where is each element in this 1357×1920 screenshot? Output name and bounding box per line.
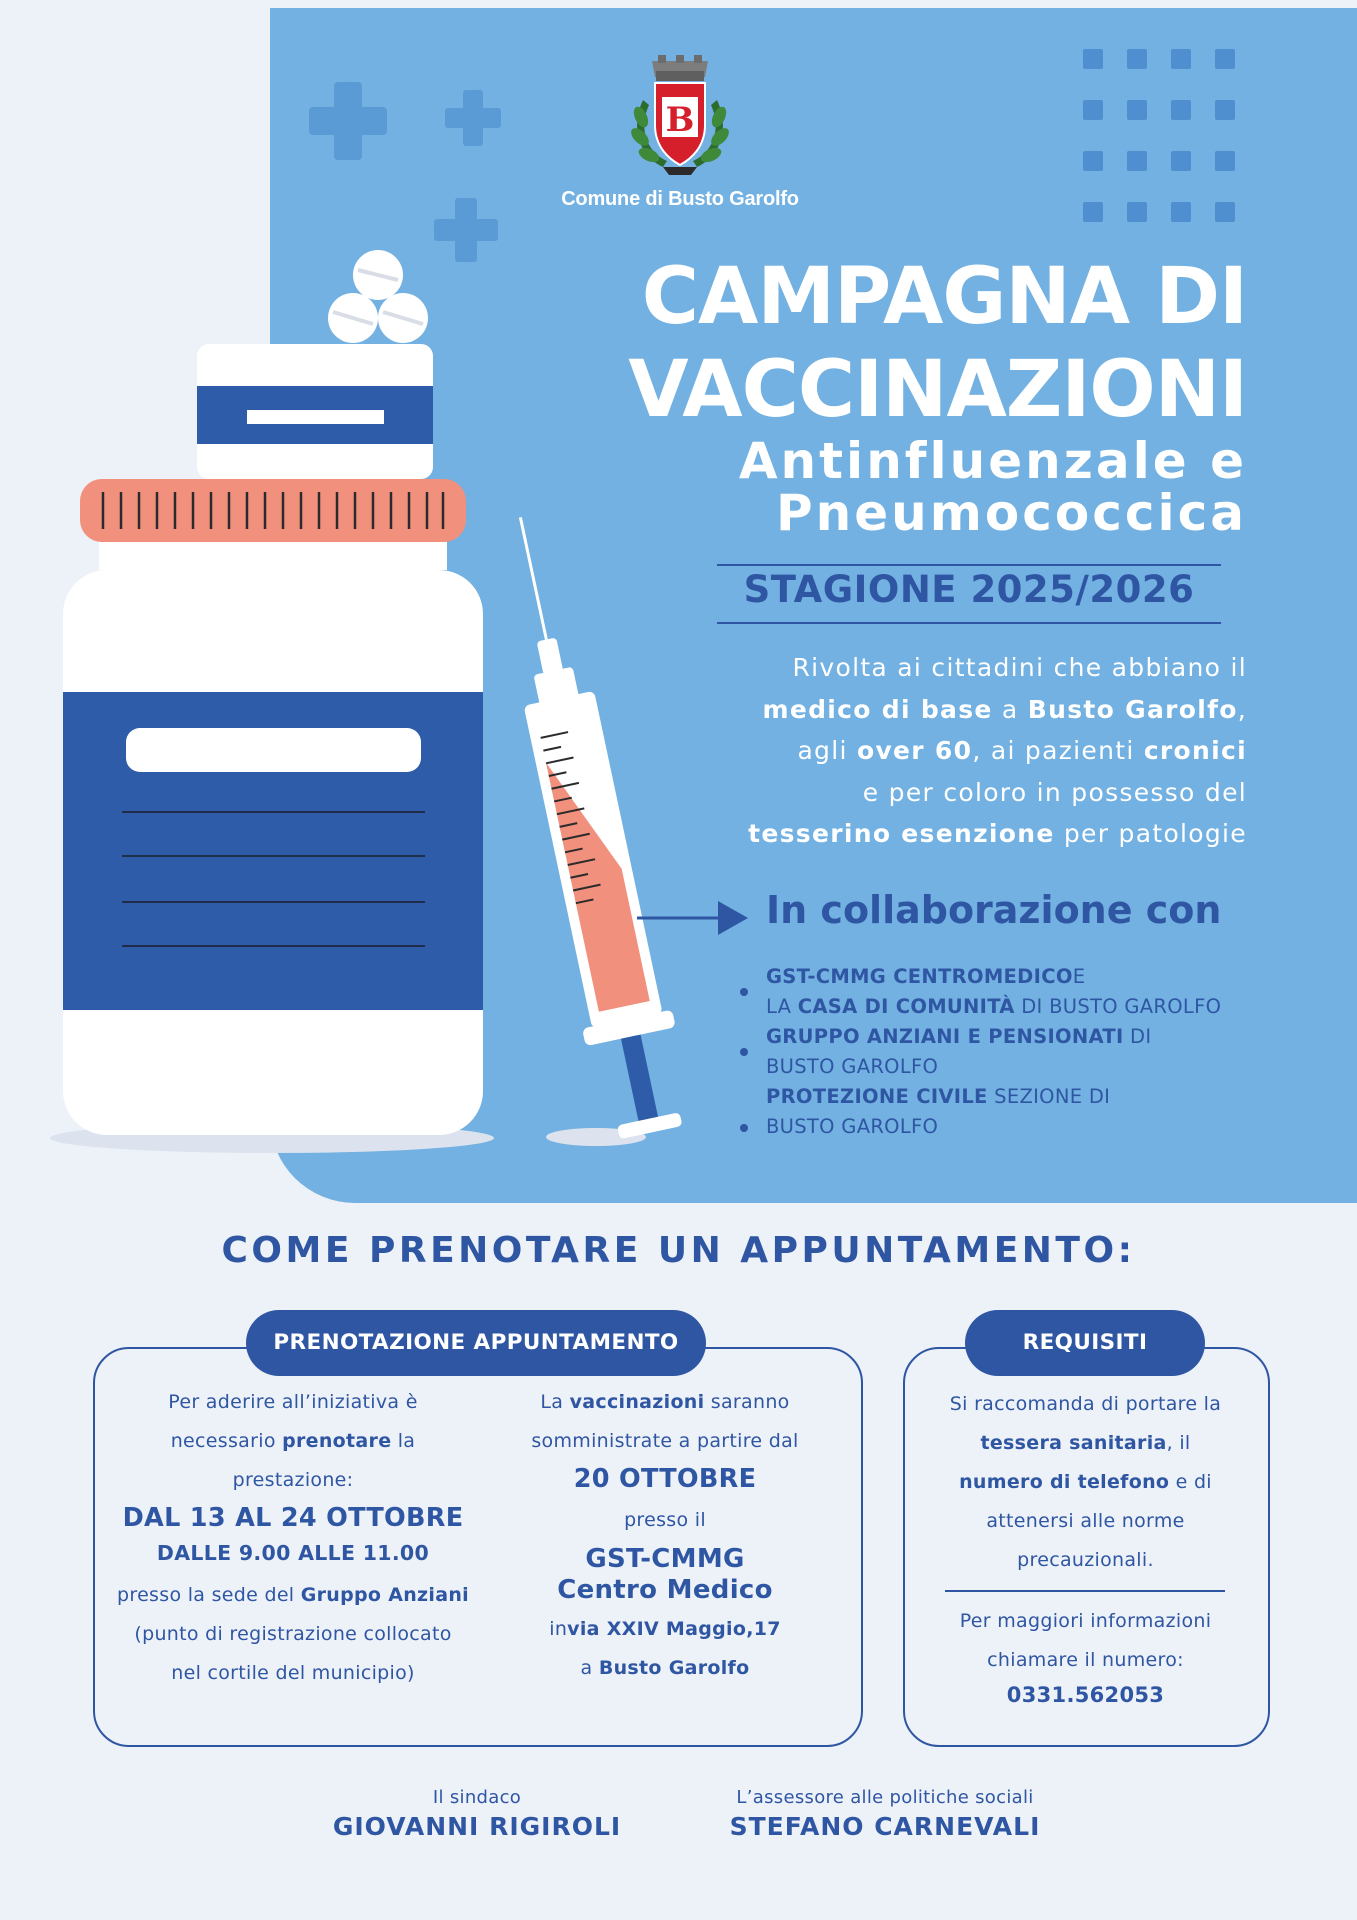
collaboration-line: GRUPPO ANZIANI E PENSIONATI DI [766, 1025, 1152, 1048]
booking-text: La vaccinazioni saranno [540, 1391, 790, 1413]
medical-crosses-decoration [309, 82, 501, 262]
collaboration-item [740, 1082, 1300, 1142]
collaboration-line: LA CASA DI COMUNITÀ DI BUSTO GAROLFO [766, 995, 1222, 1018]
medical-center-address: invia XXIV Maggio,17 [549, 1618, 781, 1640]
requirements-text: attenersi alle norme [986, 1510, 1185, 1532]
dot-grid-decoration [1083, 49, 1235, 222]
booking-dates: DAL 13 AL 24 OTTOBRE [122, 1503, 464, 1533]
signature-name: STEFANO CARNEVALI [729, 1812, 1041, 1841]
medical-center-name: Centro Medico [557, 1575, 773, 1605]
collaboration-list [740, 962, 1300, 1142]
medical-center-town: a Busto Garolfo [580, 1657, 750, 1679]
coat-of-arms-icon [625, 55, 735, 180]
booking-text: necessario prenotare la [170, 1430, 416, 1452]
booking-text: somministrate a partire dal [531, 1430, 799, 1452]
description-line: Rivolta ai cittadini che abbiano il [792, 653, 1247, 682]
collaboration-line: BUSTO GAROLFO [766, 1055, 939, 1078]
bullet-icon [740, 988, 748, 996]
season-bottom-rule [717, 622, 1221, 624]
requirements-divider [945, 1590, 1225, 1592]
medical-center-name: GST-CMMG [585, 1544, 745, 1574]
booking-text: presso la sede del Gruppo Anziani [117, 1584, 469, 1606]
season-top-rule [717, 564, 1221, 566]
how-to-book-heading: COME PRENOTARE UN APPUNTAMENTO: [221, 1230, 1136, 1271]
info-text: chiamare il numero: [987, 1649, 1184, 1671]
collaboration-line: PROTEZIONE CIVILE SEZIONE DI [766, 1085, 1111, 1108]
booking-hours: DALLE 9.00 ALLE 11.00 [156, 1541, 430, 1565]
collaboration-title: In collaborazione con [766, 888, 1222, 932]
bullet-icon [740, 1124, 748, 1132]
arrow-right-icon [637, 901, 748, 935]
collaboration-item [740, 962, 1300, 1022]
booking-text: Per aderire all’iniziativa è [168, 1391, 418, 1413]
booking-pill: PRENOTAZIONE APPUNTAMENTO [246, 1310, 706, 1376]
info-column [918, 1602, 1253, 1710]
municipality-name: Comune di Busto Garolfo [561, 188, 799, 210]
page-subtitle-line-2: Pneumococcica [776, 484, 1247, 542]
description-line: tesserino esenzione per patologie [748, 819, 1247, 848]
booking-text: nel cortile del municipio) [171, 1662, 415, 1684]
signature-mayor [327, 1787, 627, 1841]
collaboration-item [740, 1022, 1300, 1082]
booking-text: (punto di registrazione collocato [134, 1623, 452, 1645]
signature-role: L’assessore alle politiche sociali [736, 1787, 1034, 1808]
booking-left-column [103, 1383, 483, 1693]
season-label: STAGIONE 2025/2026 [743, 568, 1195, 611]
collaboration-line: BUSTO GAROLFO [766, 1115, 939, 1138]
page-title-line-2: VACCINAZIONI [628, 345, 1247, 435]
vaccination-start-date: 20 OTTOBRE [573, 1464, 757, 1494]
booking-text: prestazione: [232, 1469, 354, 1491]
requirements-column [918, 1385, 1253, 1580]
info-text: Per maggiori informazioni [959, 1610, 1212, 1632]
svg-text:B: B [665, 100, 695, 140]
requirements-text: precauzionali. [1017, 1549, 1154, 1571]
bullet-icon [740, 1048, 748, 1056]
pills-icon [328, 250, 428, 343]
requirements-pill: REQUISITI [965, 1310, 1205, 1376]
medicine-bottle-icon [63, 344, 483, 1135]
description-line: e per coloro in possesso del [862, 777, 1247, 807]
phone-number[interactable]: 0331.562053 [1006, 1683, 1165, 1707]
page-subtitle-line-1: Antinfluenzale e [738, 432, 1247, 490]
booking-text: presso il [624, 1509, 706, 1531]
description-line: medico di base a Busto Garolfo, [762, 694, 1247, 724]
page-title-line-1: CAMPAGNA DI [641, 252, 1247, 342]
signature-name: GIOVANNI RIGIROLI [332, 1812, 622, 1841]
requirements-text: numero di telefono e di [959, 1471, 1212, 1493]
target-description [647, 647, 1247, 855]
requirements-text: tessera sanitaria, il [980, 1432, 1191, 1454]
municipality-logo [540, 55, 820, 211]
booking-right-column [505, 1383, 825, 1688]
requirements-text: Si raccomanda di portare la [949, 1393, 1222, 1415]
collaboration-line: GST-CMMG CENTROMEDICOE [766, 965, 1086, 988]
signature-councillor [715, 1787, 1055, 1841]
signature-role: Il sindaco [432, 1787, 522, 1808]
description-line: agli over 60, ai pazienti cronici [797, 736, 1247, 765]
